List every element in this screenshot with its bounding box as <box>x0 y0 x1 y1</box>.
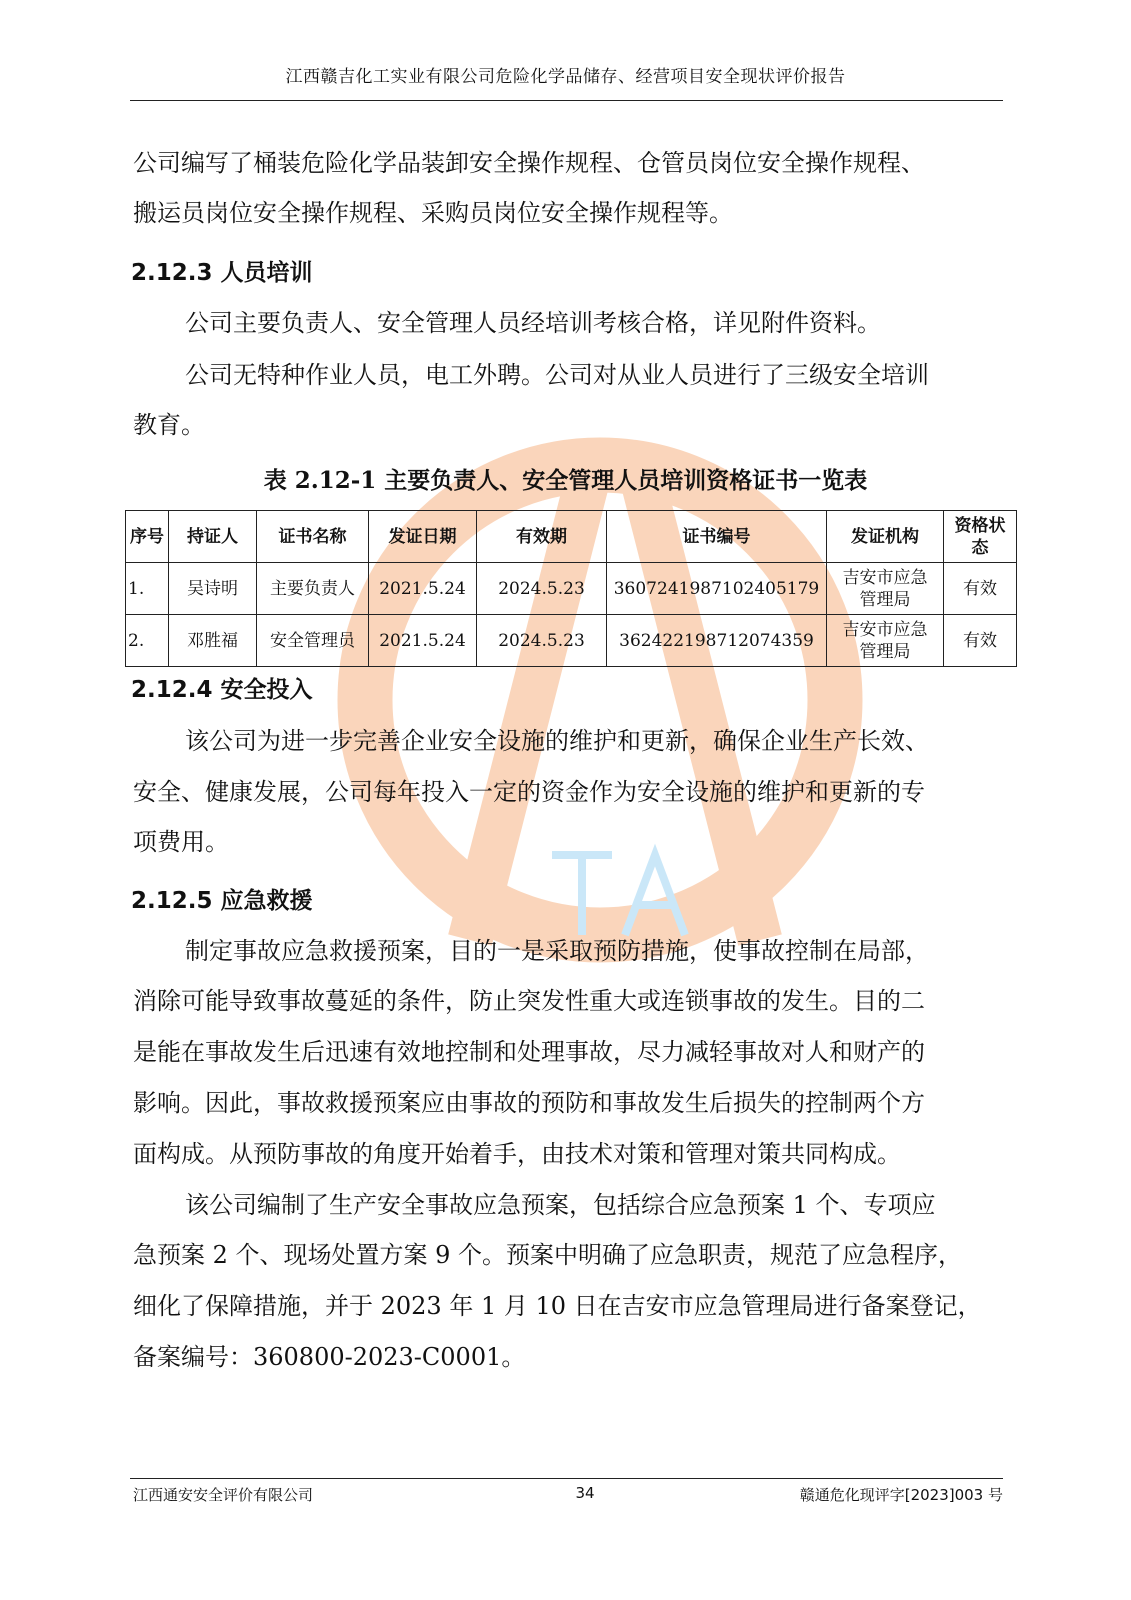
cell: 邓胜福 <box>169 615 257 667</box>
body-text: 公司主要负责人、安全管理人员经培训考核合格，详见附件资料。 <box>185 309 881 337</box>
page-number: 34 <box>575 1484 595 1502</box>
body-text: 搬运员岗位安全操作规程、采购员岗位安全操作规程等。 <box>133 199 733 227</box>
body-text: 消除可能导致事故蔓延的条件，防止突发性重大或连锁事故的发生。目的二 <box>133 987 925 1015</box>
cell: 吴诗明 <box>169 563 257 615</box>
header-divider <box>130 100 1003 101</box>
body-text: 公司编写了桶装危险化学品装卸安全操作规程、仓管员岗位安全操作规程、 <box>133 149 925 177</box>
body-text: 制定事故应急救援预案，目的一是采取预防措施，使事故控制在局部， <box>185 937 929 965</box>
section-heading: 2.12.5 应急救援 <box>131 888 313 914</box>
cell: 吉安市应急管理局 <box>827 563 944 615</box>
section-heading: 2.12.4 安全投入 <box>131 677 313 703</box>
cell: 吉安市应急管理局 <box>827 615 944 667</box>
section-heading: 2.12.3 人员培训 <box>131 260 313 286</box>
cell: 360724198710240517​9 <box>607 563 827 615</box>
column-header: 发证日期 <box>369 511 477 563</box>
body-text: 备案编号：360800-2023-C0001。 <box>133 1343 526 1371</box>
cell: 2021.5.24 <box>369 615 477 667</box>
footer-company: 江西通安安全评价有限公司 <box>133 1486 314 1504</box>
column-header: 持证人 <box>169 511 257 563</box>
footer-doc-number: 赣通危化现评字[2023]003 号 <box>799 1486 1003 1504</box>
column-header: 资格状态 <box>944 511 1017 563</box>
column-header: 发证机构 <box>827 511 944 563</box>
column-header: 有效期 <box>477 511 607 563</box>
certificate-table <box>125 510 1017 667</box>
body-text: 该公司为进一步完善企业安全设施的维护和更新，确保企业生产长效、 <box>185 727 929 755</box>
cell: 1. <box>126 563 169 615</box>
cell: 2024.5.23 <box>477 563 607 615</box>
body-text: 该公司编制了生产安全事故应急预案，包括综合应急预案 1 个、专项应 <box>185 1191 936 1219</box>
table-row <box>126 615 1017 667</box>
body-text: 是能在事故发生后迅速有效地控制和处理事故，尽力减轻事故对人和财产的 <box>133 1038 925 1066</box>
body-text: 急预案 2 个、现场处置方案 9 个。预案中明确了应急职责，规范了应急程序， <box>133 1241 963 1269</box>
column-header: 序号 <box>126 511 169 563</box>
cell: 有效 <box>944 563 1017 615</box>
running-header: 江西赣吉化工实业有限公司危险化学品储存、经营项目安全现状评价报告 <box>285 67 846 87</box>
cell: 安全管理员 <box>257 615 369 667</box>
body-text: 教育。 <box>133 411 205 439</box>
body-text: 影响。因此，事故救援预案应由事故的预防和事故发生后损失的控制两个方 <box>133 1089 925 1117</box>
cell: 2021.5.24 <box>369 563 477 615</box>
cell: 362422198712074359 <box>607 615 827 667</box>
body-text: 面构成。从预防事故的角度开始着手，由技术对策和管理对策共同构成。 <box>133 1140 901 1168</box>
body-text: 安全、健康发展，公司每年投入一定的资金作为安全设施的维护和更新的专 <box>133 778 925 806</box>
cell: 2024.5.23 <box>477 615 607 667</box>
cell: 有效 <box>944 615 1017 667</box>
column-header: 证书编号 <box>607 511 827 563</box>
cell: 2. <box>126 615 169 667</box>
body-text: 公司无特种作业人员，电工外聘。公司对从业人员进行了三级安全培训 <box>185 361 929 389</box>
body-text: 细化了保障措施，并于 2023 年 1 月 10 日在吉安市应急管理局进行备案登记， <box>133 1292 982 1320</box>
column-header: 证书名称 <box>257 511 369 563</box>
table-caption: 表 2.12-1 主要负责人、安全管理人员培训资格证书一览表 <box>263 467 868 494</box>
footer-divider <box>130 1478 1003 1479</box>
body-text: 项费用。 <box>133 828 229 856</box>
table-row <box>126 563 1017 615</box>
table-header-row <box>126 511 1017 563</box>
cell: 主要负责人 <box>257 563 369 615</box>
